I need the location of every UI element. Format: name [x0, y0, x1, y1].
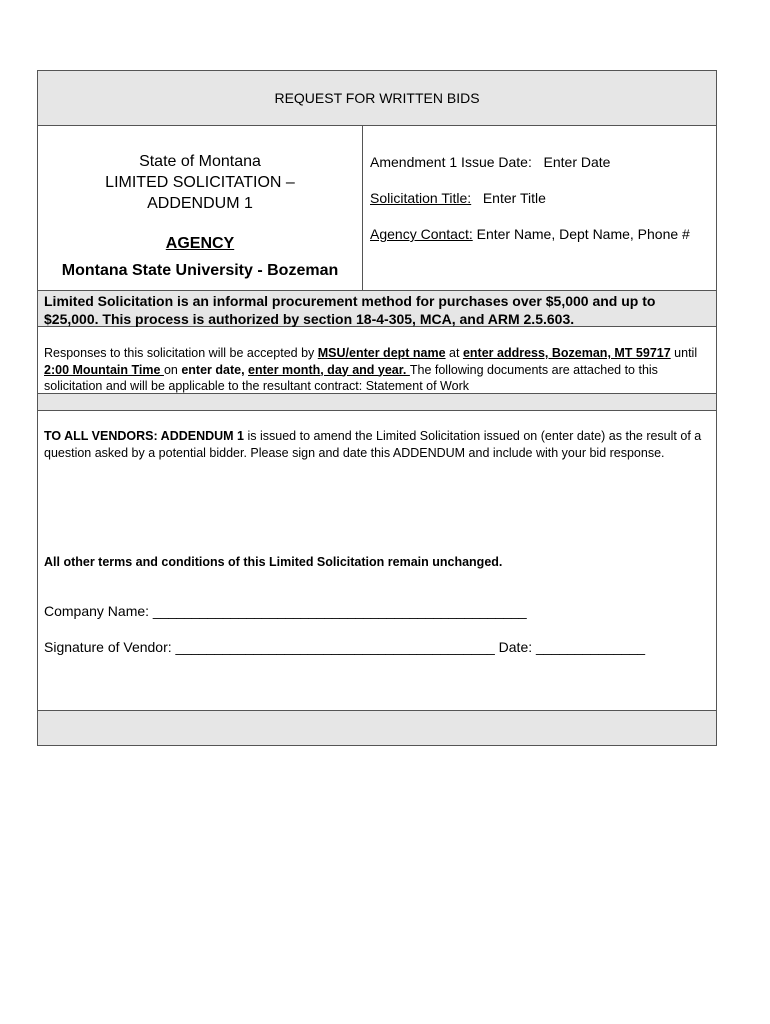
details-block: [363, 126, 716, 290]
amendment-date-line: [370, 154, 710, 171]
solicitation-title-line: [370, 190, 710, 207]
company-name-field[interactable]: Company Name: ________________________________________________: [44, 603, 527, 619]
solicitation-form: [37, 70, 717, 746]
solicitation-title-label: Solicitation Title:: [370, 190, 472, 206]
addendum-section: [38, 411, 716, 711]
amendment-date-label: Amendment 1 Issue Date:: [370, 154, 532, 170]
state-title: State of Montana: [139, 153, 261, 170]
agency-contact-field[interactable]: Enter Name, Dept Name, Phone #: [476, 226, 690, 242]
amendment-date-field[interactable]: Enter Date: [543, 154, 611, 170]
date-detail-field[interactable]: enter month, day and year.: [248, 362, 410, 377]
response-text-3: until: [670, 346, 698, 360]
addendum-text: is issued to amend the Limited Solicitation issued on (enter date) as the result of a question asked by a potential bidder. Please sign and date this ADDENDUM and include with your bid response.: [44, 429, 702, 460]
agency-block: [38, 126, 363, 290]
form-header: [38, 71, 716, 126]
spacer-row: [38, 394, 716, 411]
procurement-notice: Limited Solicitation is an informal procurement method for purchases over $5,000 and up to $25,000. This process is authorized by section 18-4-305, MCA, and ARM 2.5.603.: [38, 291, 716, 327]
info-section: [38, 126, 716, 291]
agency-contact-line: [370, 226, 710, 243]
date-field[interactable]: enter date,: [181, 362, 249, 377]
solicitation-title-field[interactable]: Enter Title: [482, 190, 546, 206]
agency-contact-label: Agency Contact:: [370, 226, 473, 242]
address-field[interactable]: enter address, Bozeman, MT 59717: [462, 346, 671, 360]
response-text-1: Responses to this solicitation will be accepted by: [44, 346, 318, 360]
response-instructions: [38, 327, 716, 394]
dept-field[interactable]: MSU/enter dept name: [317, 346, 446, 360]
agency-heading: AGENCY: [165, 235, 235, 252]
response-text-2: at: [445, 346, 463, 360]
solicitation-type: LIMITED SOLICITATION –: [105, 174, 295, 191]
addendum-body: [44, 428, 710, 461]
response-text-5: The following documents are attached to this solicitation and will be applicable to the resultant contract: Statement of Work: [44, 362, 658, 393]
vendors-label: TO ALL VENDORS: ADDENDUM 1: [44, 429, 245, 443]
addendum-title: ADDENDUM 1: [147, 195, 253, 212]
terms-statement: All other terms and conditions of this Limited Solicitation remain unchanged.: [44, 555, 503, 569]
response-text-4: on: [163, 362, 182, 377]
time-field[interactable]: 2:00 Mountain Time: [44, 362, 164, 377]
footer-row: [38, 711, 716, 745]
agency-name: Montana State University - Bozeman: [61, 262, 339, 279]
form-title: REQUEST FOR WRITTEN BIDS: [274, 90, 480, 106]
signature-field[interactable]: Signature of Vendor: _________________________________________ Date: ______________: [44, 639, 646, 655]
